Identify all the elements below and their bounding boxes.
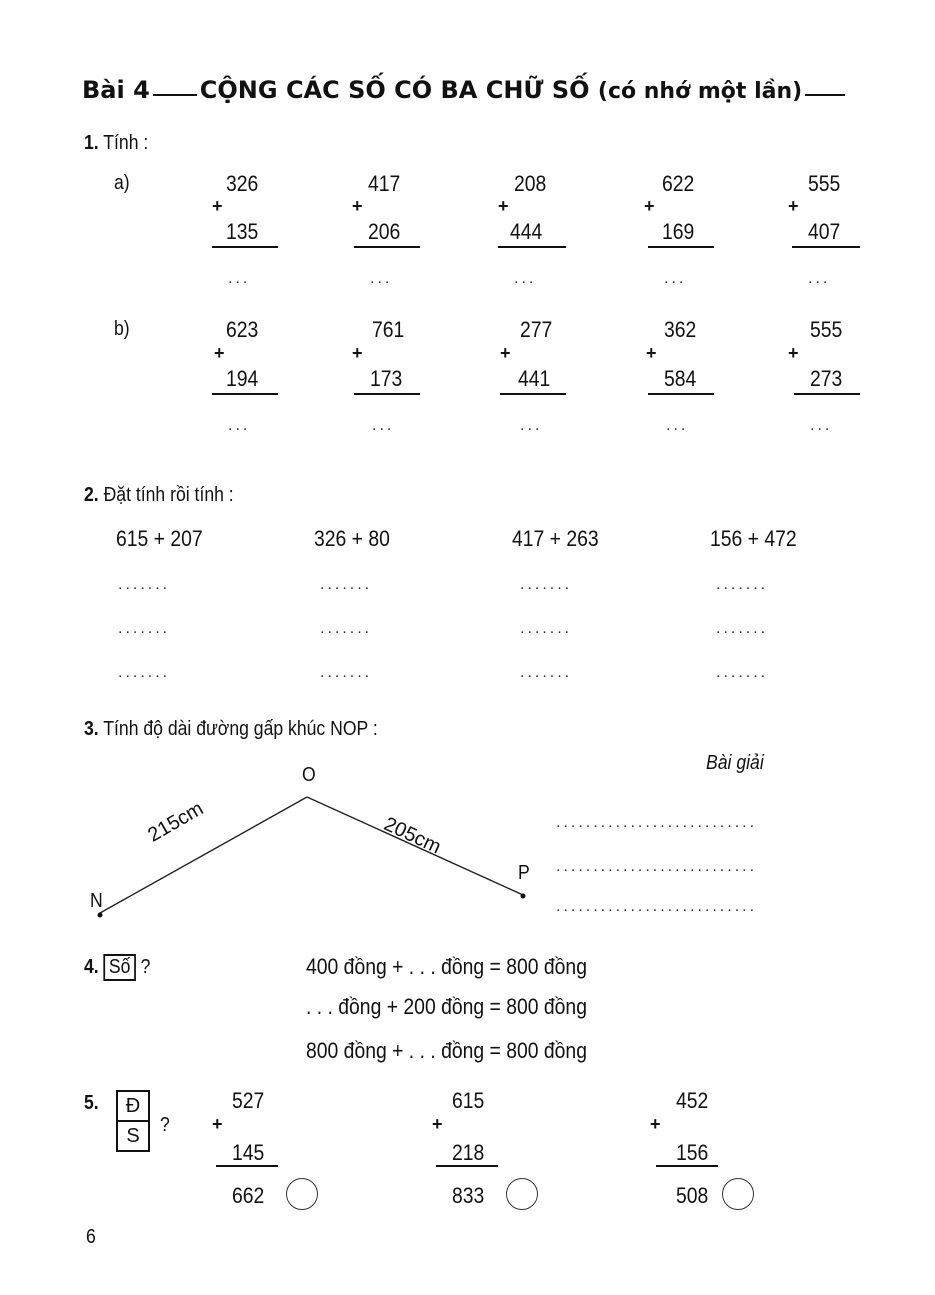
plus-sign: + xyxy=(352,343,363,363)
sum-line xyxy=(212,246,278,248)
point-p-dot xyxy=(521,894,526,899)
addend-bottom: 169 xyxy=(662,219,695,244)
sum-line xyxy=(648,393,714,395)
sum-line xyxy=(500,393,566,395)
addend-bottom: 173 xyxy=(370,366,403,391)
answer-dots: ... xyxy=(520,417,543,434)
addend-top: 208 xyxy=(514,171,547,196)
sum-line xyxy=(656,1165,718,1167)
plus-sign: + xyxy=(212,196,223,216)
addend-bottom: 206 xyxy=(368,219,401,244)
plus-sign: + xyxy=(498,196,509,216)
lesson-note: (có nhớ một lần) xyxy=(597,79,803,104)
ex4-line: . . . đồng + 200 đồng = 800 đồng xyxy=(306,994,587,1019)
d-cell: Đ xyxy=(118,1092,148,1122)
title-rule-right xyxy=(805,94,845,96)
addend-bottom: 273 xyxy=(810,366,843,391)
sum-line xyxy=(792,246,860,248)
ds-box xyxy=(116,1090,150,1152)
sum-line xyxy=(794,393,860,395)
answer-dots: ... xyxy=(228,270,251,287)
given-result: 833 xyxy=(452,1183,485,1208)
plus-sign: + xyxy=(500,343,511,363)
sum-line xyxy=(354,393,420,395)
page-title xyxy=(82,76,848,104)
answer-dots: ... xyxy=(372,417,395,434)
polyline-diagram xyxy=(80,760,550,940)
solution-label: Bài giải xyxy=(706,752,764,774)
ex2-expression: 156 + 472 xyxy=(710,526,797,551)
segment-op-length: 205cm xyxy=(380,813,445,859)
plus-sign: + xyxy=(788,343,799,363)
ex1-heading: 1. Tính : xyxy=(84,132,149,154)
ex2-heading: 2. Đặt tính rồi tính : xyxy=(84,484,234,506)
addend-top: 622 xyxy=(662,171,695,196)
given-result: 508 xyxy=(676,1183,709,1208)
segment-no-length: 215cm xyxy=(144,797,208,847)
addend-top: 417 xyxy=(368,171,401,196)
ex4-heading: 4. Số ? xyxy=(84,954,150,981)
point-n-dot xyxy=(98,913,103,918)
addend-top: 362 xyxy=(664,317,697,342)
ex3-heading: 3. Tính độ dài đường gấp khúc NOP : xyxy=(84,718,378,740)
lesson-number: Bài 4 xyxy=(82,76,150,104)
answer-dots: ... xyxy=(666,417,689,434)
answer-dots: ... xyxy=(664,270,687,287)
addend-top: 555 xyxy=(808,171,841,196)
sum-line xyxy=(498,246,566,248)
ex5-number: 5. xyxy=(84,1092,99,1114)
plus-sign: + xyxy=(788,196,799,216)
plus-sign: + xyxy=(214,343,225,363)
so-box: Số xyxy=(104,954,136,981)
answer-circle[interactable] xyxy=(506,1178,538,1210)
answer-dots: ... xyxy=(808,270,831,287)
ex4-line: 800 đồng + . . . đồng = 800 đồng xyxy=(306,1038,587,1063)
ex4-line: 400 đồng + . . . đồng = 800 đồng xyxy=(306,954,587,979)
answer-dots: ... xyxy=(228,417,251,434)
lesson-heading: CỘNG CÁC SỐ CÓ BA CHỮ SỐ xyxy=(199,76,590,104)
sum-line xyxy=(354,246,420,248)
answer-dots: ... xyxy=(514,270,537,287)
ex2-expression: 615 + 207 xyxy=(116,526,203,551)
point-p-label: P xyxy=(518,862,530,884)
sum-line xyxy=(648,246,714,248)
sum-line xyxy=(436,1165,498,1167)
s-cell: S xyxy=(126,1125,140,1147)
addend-top: 623 xyxy=(226,317,259,342)
addend-top: 326 xyxy=(226,171,259,196)
addend-bottom: 407 xyxy=(808,219,841,244)
answer-circle[interactable] xyxy=(722,1178,754,1210)
title-rule-left xyxy=(153,94,197,96)
addend-top: 277 xyxy=(520,317,553,342)
ex5-question: ? xyxy=(160,1114,170,1136)
sum-line xyxy=(216,1165,278,1167)
plus-sign: + xyxy=(646,343,657,363)
point-o-label: O xyxy=(302,764,316,786)
addend-bottom: 194 xyxy=(226,366,259,391)
addend-top: 555 xyxy=(810,317,843,342)
plus-sign: + xyxy=(352,196,363,216)
point-n-label: N xyxy=(90,890,103,912)
ex2-expression: 417 + 263 xyxy=(512,526,599,551)
addend-bottom: 584 xyxy=(664,366,697,391)
plus-sign: + xyxy=(644,196,655,216)
addend-bottom: 444 xyxy=(510,219,543,244)
sum-line xyxy=(212,393,278,395)
ex1-a-label: a) xyxy=(114,172,130,194)
answer-circle[interactable] xyxy=(286,1178,318,1210)
addend-top: 761 xyxy=(372,317,405,342)
given-result: 662 xyxy=(232,1183,265,1208)
addend-bottom: 135 xyxy=(226,219,259,244)
answer-dots: ... xyxy=(370,270,393,287)
ex2-expression: 326 + 80 xyxy=(314,526,390,551)
ex1-b-label: b) xyxy=(114,318,130,340)
addend-bottom: 441 xyxy=(518,366,551,391)
answer-dots: ... xyxy=(810,417,833,434)
page-number: 6 xyxy=(86,1226,96,1248)
